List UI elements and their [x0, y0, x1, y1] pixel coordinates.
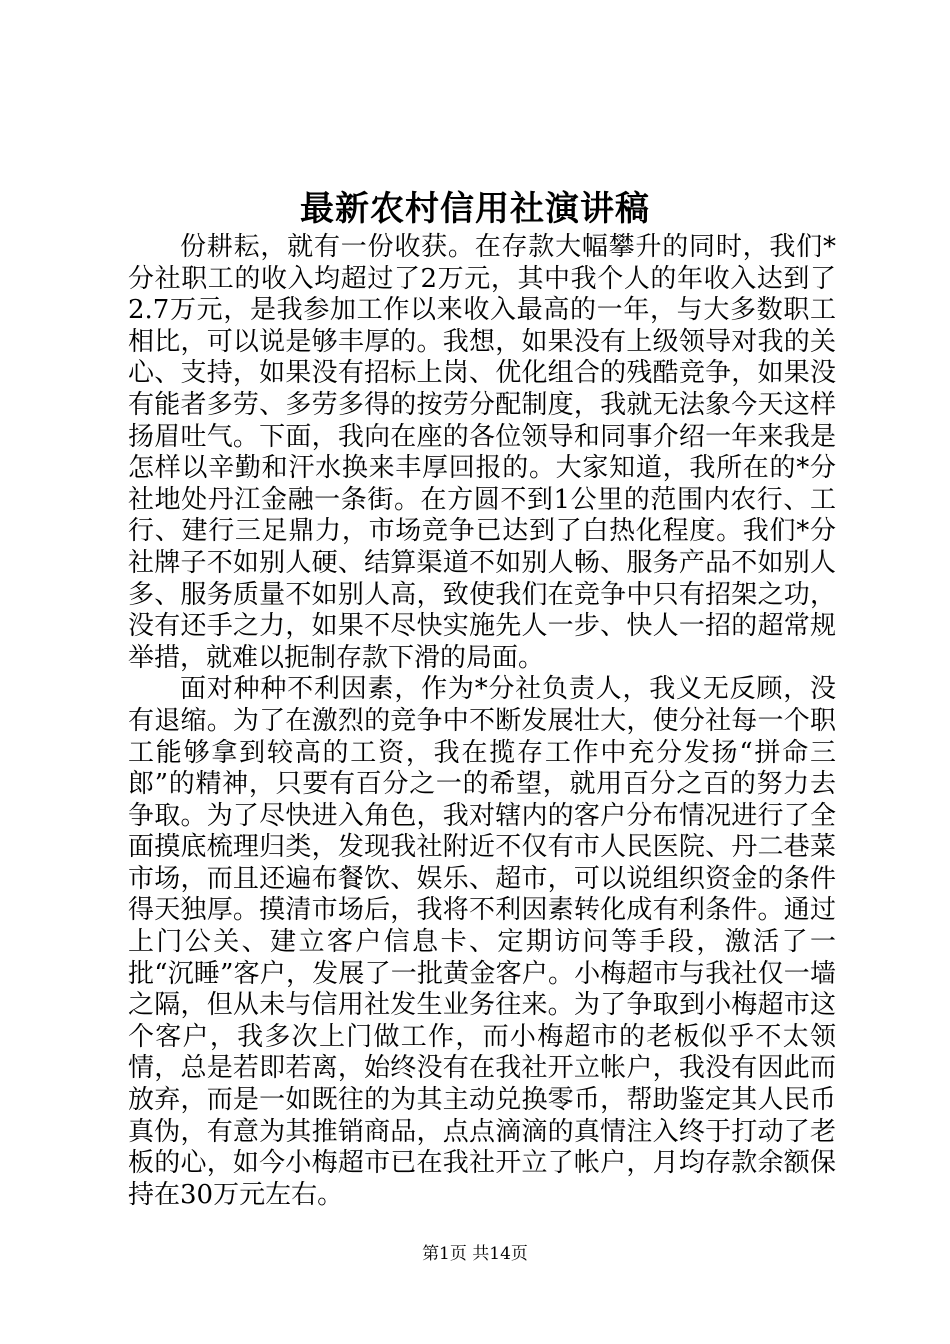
paragraph-1: 份耕耘，就有一份收获。在存款大幅攀升的同时，我们*分社职工的收入均超过了2万元，其中我个人的年收入达到了2.7万元，是我参加工作以来收入最高的一年，与大多数职工相比，可以说是够丰厚的。我想，如果没有上级领导对我的关心、支持，如果没有招标上岗、优化组合的残酷竞争，如果没有能者多劳、多劳多得的按劳分配制度，我就无法象今天这样扬眉吐气。下面，我向在座的各位领导和同事介绍一年来我是怎样以辛勤和汗水换来丰厚回报的。大家知道，我所在的*分社地处丹江金融一条街。在方圆不到1公里的范围内农行、工行、建行三足鼎力，市场竞争已达到了白热化程度。我们*分社牌子不如别人硬、结算渠道不如别人畅、服务产品不如别人多、服务质量不如别人高，致使我们在竞争中只有招架之功，没有还手之力，如果不尽快实施先人一步、快人一招的超常规举措，就难以扼制存款下滑的局面。 — [128, 232, 836, 673]
page-number-footer: 第1页 共14页 — [422, 1244, 528, 1264]
document-body — [128, 232, 836, 1211]
document-title: 最新农村信用社演讲稿 — [300, 189, 650, 229]
paragraph-2: 面对种种不利因素，作为*分社负责人，我义无反顾，没有退缩。为了在激烈的竞争中不断发展壮大，使分社每一个职工能够拿到较高的工资，我在揽存工作中充分发扬“拼命三郎”的精神，只要有百分之一的希望，就用百分之百的努力去争取。为了尽快进入角色，我对辖内的客户分布情况进行了全面摸底梳理归类，发现我社附近不仅有市人民医院、丹二巷菜市场，而且还遍布餐饮、娱乐、超市，可以说组织资金的条件得天独厚。摸清市场后，我将不利因素转化成有利条件。通过上门公关、建立客户信息卡、定期访问等手段，激活了一批“沉睡”客户，发展了一批黄金客户。小梅超市与我社仅一墙之隔，但从未与信用社发生业务往来。为了争取到小梅超市这个客户，我多次上门做工作，而小梅超市的老板似乎不太领情，总是若即若离，始终没有在我社开立帐户，我没有因此而放弃，而是一如既往的为其主动兑换零币，帮助鉴定其人民币真伪，有意为其推销商品，点点滴滴的真情注入终于打动了老板的心，如今小梅超市已在我社开立了帐户，月均存款余额保持在30万元左右。 — [128, 674, 836, 1210]
